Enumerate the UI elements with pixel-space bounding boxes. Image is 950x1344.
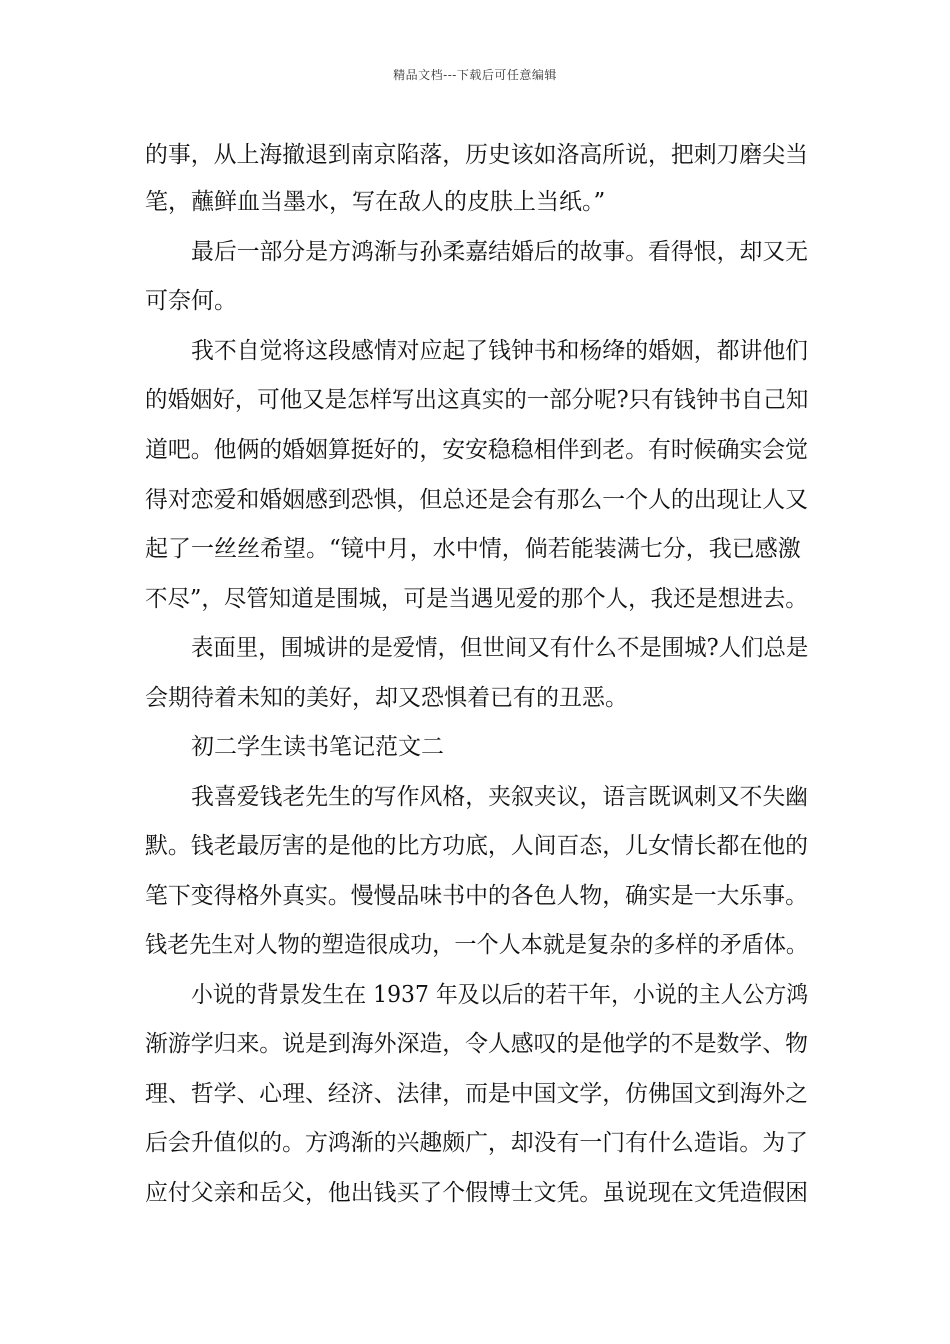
text-line: 的事，从上海撤退到南京陷落，历史该如洛高所说，把刺刀磨尖当	[145, 142, 808, 168]
text-line: 会期待着未知的美好，却又恐惧着已有的丑恶。	[145, 685, 628, 711]
text-line: 应付父亲和岳父，他出钱买了个假博士文凭。虽说现在文凭造假困	[145, 1180, 808, 1206]
text-line: 理、哲学、心理、经济、法律，而是中国文学，仿佛国文到海外之	[145, 1081, 808, 1107]
section-heading: 初二学生读书笔记范文二	[191, 734, 444, 760]
text-line: 表面里，围城讲的是爱情，但世间又有什么不是围城?人们总是	[191, 635, 809, 661]
text-line: 道吧。他俩的婚姻算挺好的，安安稳稳相伴到老。有时候确实会觉	[145, 437, 808, 463]
text-line: 小说的背景发生在 1937 年及以后的若干年，小说的主人公方鸿	[191, 982, 809, 1008]
text-line: 我不自觉将这段感情对应起了钱钟书和杨绛的婚姻，都讲他们	[191, 338, 809, 364]
text-line: 我喜爱钱老先生的写作风格，夹叙夹议，语言既讽刺又不失幽	[191, 784, 809, 810]
text-line: 起了一丝丝希望。“镜中月，水中情，倘若能装满七分，我已感激	[145, 536, 801, 562]
text-line: 的婚姻好，可他又是怎样写出这真实的一部分呢?只有钱钟书自己知	[145, 387, 809, 413]
text-line: 可奈何。	[145, 288, 237, 314]
text-line: 得对恋爱和婚姻感到恐惧，但总还是会有那么一个人的出现让人又	[145, 487, 808, 513]
text-line: 钱老先生对人物的塑造很成功，一个人本就是复杂的多样的矛盾体。	[145, 932, 809, 958]
text-line: 渐游学归来。说是到海外深造，令人感叹的是他学的不是数学、物	[145, 1031, 808, 1057]
text-line: 笔，蘸鲜血当墨水，写在敌人的皮肤上当纸。”	[145, 189, 606, 215]
text-line: 后会升值似的。方鸿渐的兴趣颇广，却没有一门有什么造诣。为了	[145, 1130, 808, 1156]
page-header: 精品文档---下载后可任意编辑	[393, 68, 557, 82]
text-line: 最后一部分是方鸿渐与孙柔嘉结婚后的故事。看得恨，却又无	[191, 239, 809, 265]
text-line: 默。钱老最厉害的是他的比方功底，人间百态，儿女情长都在他的	[145, 833, 808, 859]
text-line: 不尽”，尽管知道是围城，可是当遇见爱的那个人，我还是想进去。	[145, 586, 808, 612]
text-line: 笔下变得格外真实。慢慢品味书中的各色人物，确实是一大乐事。	[145, 883, 808, 909]
